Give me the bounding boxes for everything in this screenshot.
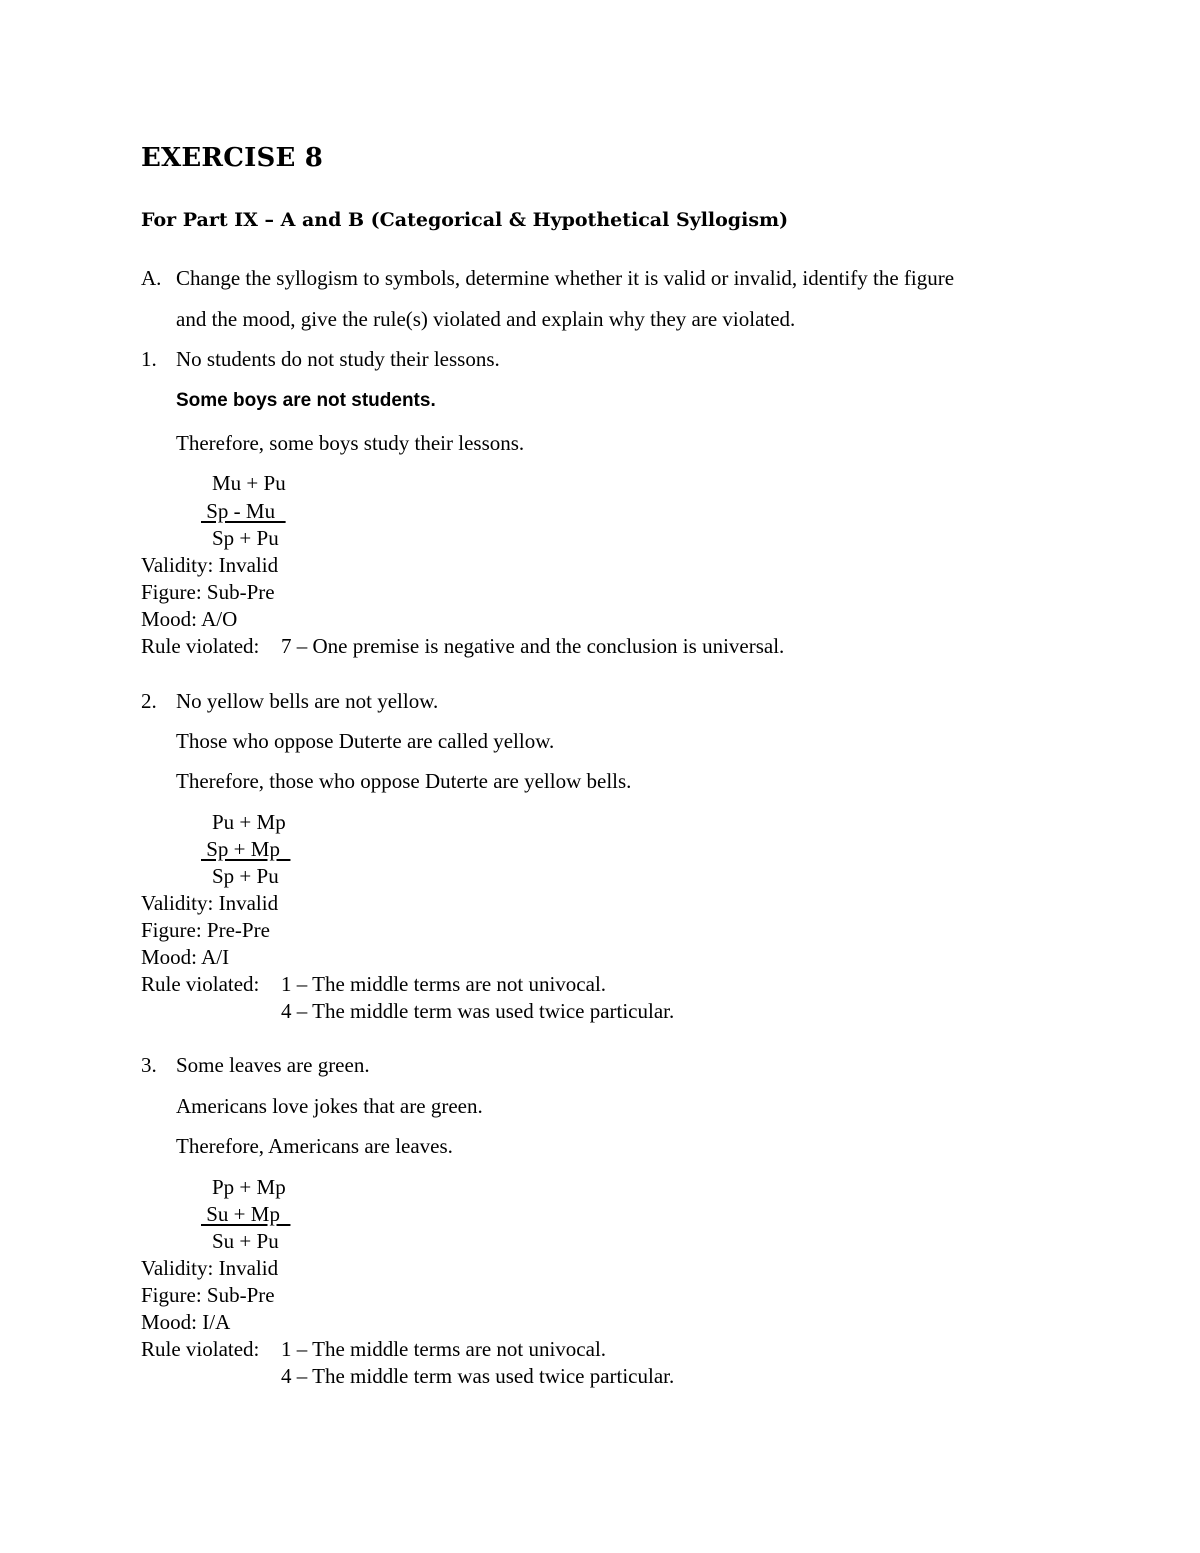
rule-violated-1: 7 – One premise is negative and the conclusion is universal. (281, 634, 785, 658)
premise-major: No yellow bells are not yellow. (176, 689, 439, 713)
instruction-line-2: and the mood, give the rule(s) violated and explain why they are violated. (176, 307, 796, 331)
validity-line: Validity: Invalid (141, 1256, 279, 1280)
premise-minor: Americans love jokes that are green. (176, 1094, 483, 1118)
formula-minor: Sp - Mu (201, 499, 286, 523)
formula-conclusion: Su + Pu (212, 1229, 279, 1253)
rule-violated-2: 4 – The middle term was used twice particular. (281, 999, 675, 1023)
figure-line: Figure: Pre-Pre (141, 918, 270, 942)
rule-label: Rule violated: (141, 972, 260, 996)
figure-line: Figure: Sub-Pre (141, 580, 275, 604)
premise-major: Some leaves are green. (176, 1053, 370, 1077)
premise-minor: Some boys are not students. (176, 390, 436, 411)
formula-major: Mu + Pu (212, 471, 286, 495)
mood-line: Mood: I/A (141, 1310, 231, 1334)
rule-violated-1: 1 – The middle terms are not univocal. (281, 1337, 607, 1361)
page-title: EXERCISE 8 (141, 143, 324, 173)
premise-major: No students do not study their lessons. (176, 347, 500, 371)
rule-violated-1: 1 – The middle terms are not univocal. (281, 972, 607, 996)
conclusion: Therefore, those who oppose Duterte are yellow bells. (176, 769, 632, 793)
formula-major: Pp + Mp (212, 1175, 286, 1199)
instruction-marker: A. (141, 266, 162, 290)
mood-line: Mood: A/I (141, 945, 230, 969)
validity-line: Validity: Invalid (141, 553, 279, 577)
formula-minor: Sp + Mp (201, 837, 291, 861)
formula-major: Pu + Mp (212, 810, 286, 834)
formula-minor: Su + Mp (201, 1202, 291, 1226)
item-number: 3. (141, 1053, 157, 1077)
item-number: 2. (141, 689, 157, 713)
figure-line: Figure: Sub-Pre (141, 1283, 275, 1307)
section-heading: For Part IX – A and B (Categorical & Hypothetical Syllogism) (141, 209, 789, 231)
formula-conclusion: Sp + Pu (212, 526, 279, 550)
rule-label: Rule violated: (141, 1337, 260, 1361)
mood-line: Mood: A/O (141, 607, 238, 631)
rule-label: Rule violated: (141, 634, 260, 658)
instruction-line-1: Change the syllogism to symbols, determine whether it is valid or invalid, identify the figure (176, 266, 955, 290)
validity-line: Validity: Invalid (141, 891, 279, 915)
premise-minor: Those who oppose Duterte are called yellow. (176, 729, 555, 753)
item-number: 1. (141, 347, 157, 371)
rule-violated-2: 4 – The middle term was used twice particular. (281, 1364, 675, 1388)
formula-conclusion: Sp + Pu (212, 864, 279, 888)
conclusion: Therefore, Americans are leaves. (176, 1134, 453, 1158)
conclusion: Therefore, some boys study their lessons. (176, 431, 525, 455)
